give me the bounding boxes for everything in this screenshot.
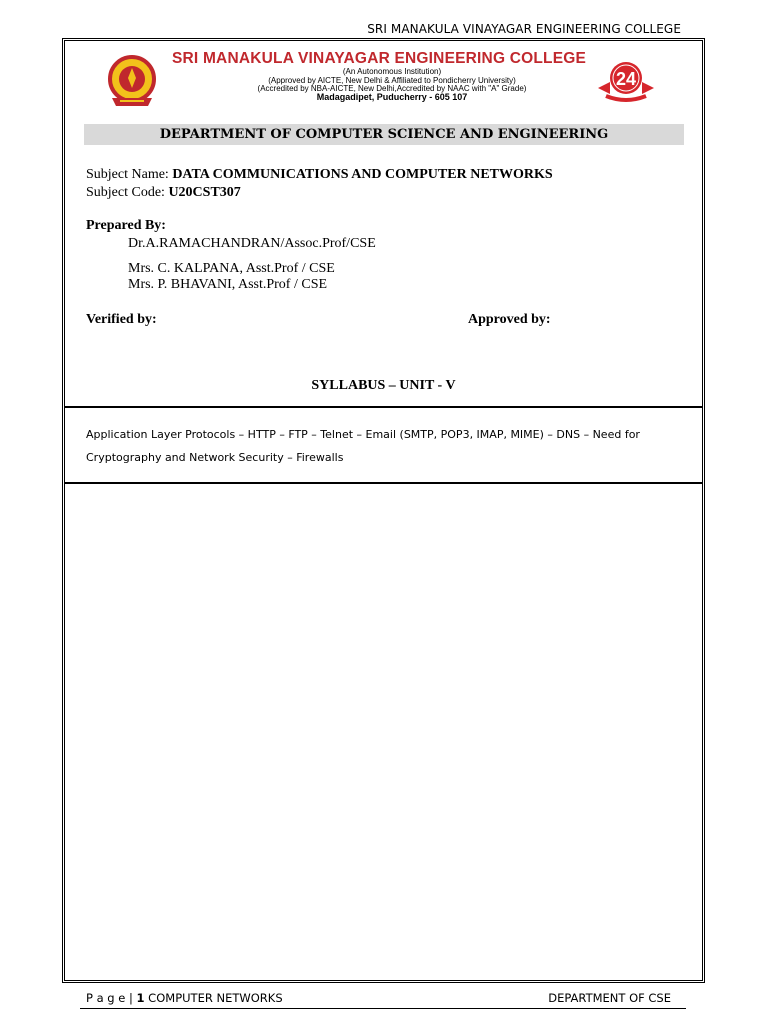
subject-name-value: DATA COMMUNICATIONS AND COMPUTER NETWORKS — [172, 167, 553, 182]
preparer-name: Mrs. C. KALPANA, Asst.Prof / CSE — [128, 261, 335, 276]
page-prefix: P a g e | — [86, 991, 137, 1005]
subject-code-label: Subject Code: — [86, 185, 165, 200]
subject-name-line — [86, 167, 553, 183]
page-footer-left — [86, 991, 283, 1005]
syllabus-heading: SYLLABUS – UNIT - V — [311, 378, 456, 393]
page-number: 1 — [136, 991, 145, 1005]
preparer-name: Dr.A.RAMACHANDRAN/Assoc.Prof/CSE — [128, 236, 376, 251]
college-accreditation: (Accredited by NBA-AICTE, New Delhi,Accredited by NAAC with "A" Grade) — [257, 84, 527, 93]
approved-by-label: Approved by: — [468, 312, 551, 327]
footer-rule — [80, 1008, 686, 1009]
page-footer-right: DEPARTMENT OF CSE — [548, 991, 671, 1005]
verified-by-label: Verified by: — [86, 312, 157, 327]
anniversary-badge-icon — [596, 58, 656, 104]
divider — [65, 482, 702, 484]
footer-course: COMPUTER NETWORKS — [144, 991, 283, 1005]
college-emblem-icon — [106, 54, 158, 108]
college-approval: (Approved by AICTE, New Delhi & Affiliated to Pondicherry University) — [268, 76, 516, 85]
divider — [65, 406, 702, 408]
department-title: DEPARTMENT OF COMPUTER SCIENCE AND ENGINEERING — [84, 124, 684, 145]
running-header: SRI MANAKULA VINAYAGAR ENGINEERING COLLEGE — [367, 22, 681, 36]
preparer-name: Mrs. P. BHAVANI, Asst.Prof / CSE — [128, 277, 328, 292]
subject-code-line — [86, 185, 241, 201]
prepared-by-label: Prepared By: — [86, 218, 166, 233]
subject-code-value: U20CST307 — [168, 185, 241, 200]
college-status: (An Autonomous Institution) — [342, 67, 442, 76]
college-name: SRI MANAKULA VINAYAGAR ENGINEERING COLLEGE — [172, 50, 587, 67]
syllabus-content: Application Layer Protocols – HTTP – FTP – Telnet – Email (SMTP, POP3, IMAP, MIME) – DNS – Need for Cryptography and Network Security – Firewalls — [86, 428, 640, 464]
badge-number: 24 — [615, 69, 637, 89]
college-address: Madagadipet, Puducherry - 605 107 — [316, 92, 468, 102]
subject-name-label: Subject Name: — [86, 167, 169, 182]
